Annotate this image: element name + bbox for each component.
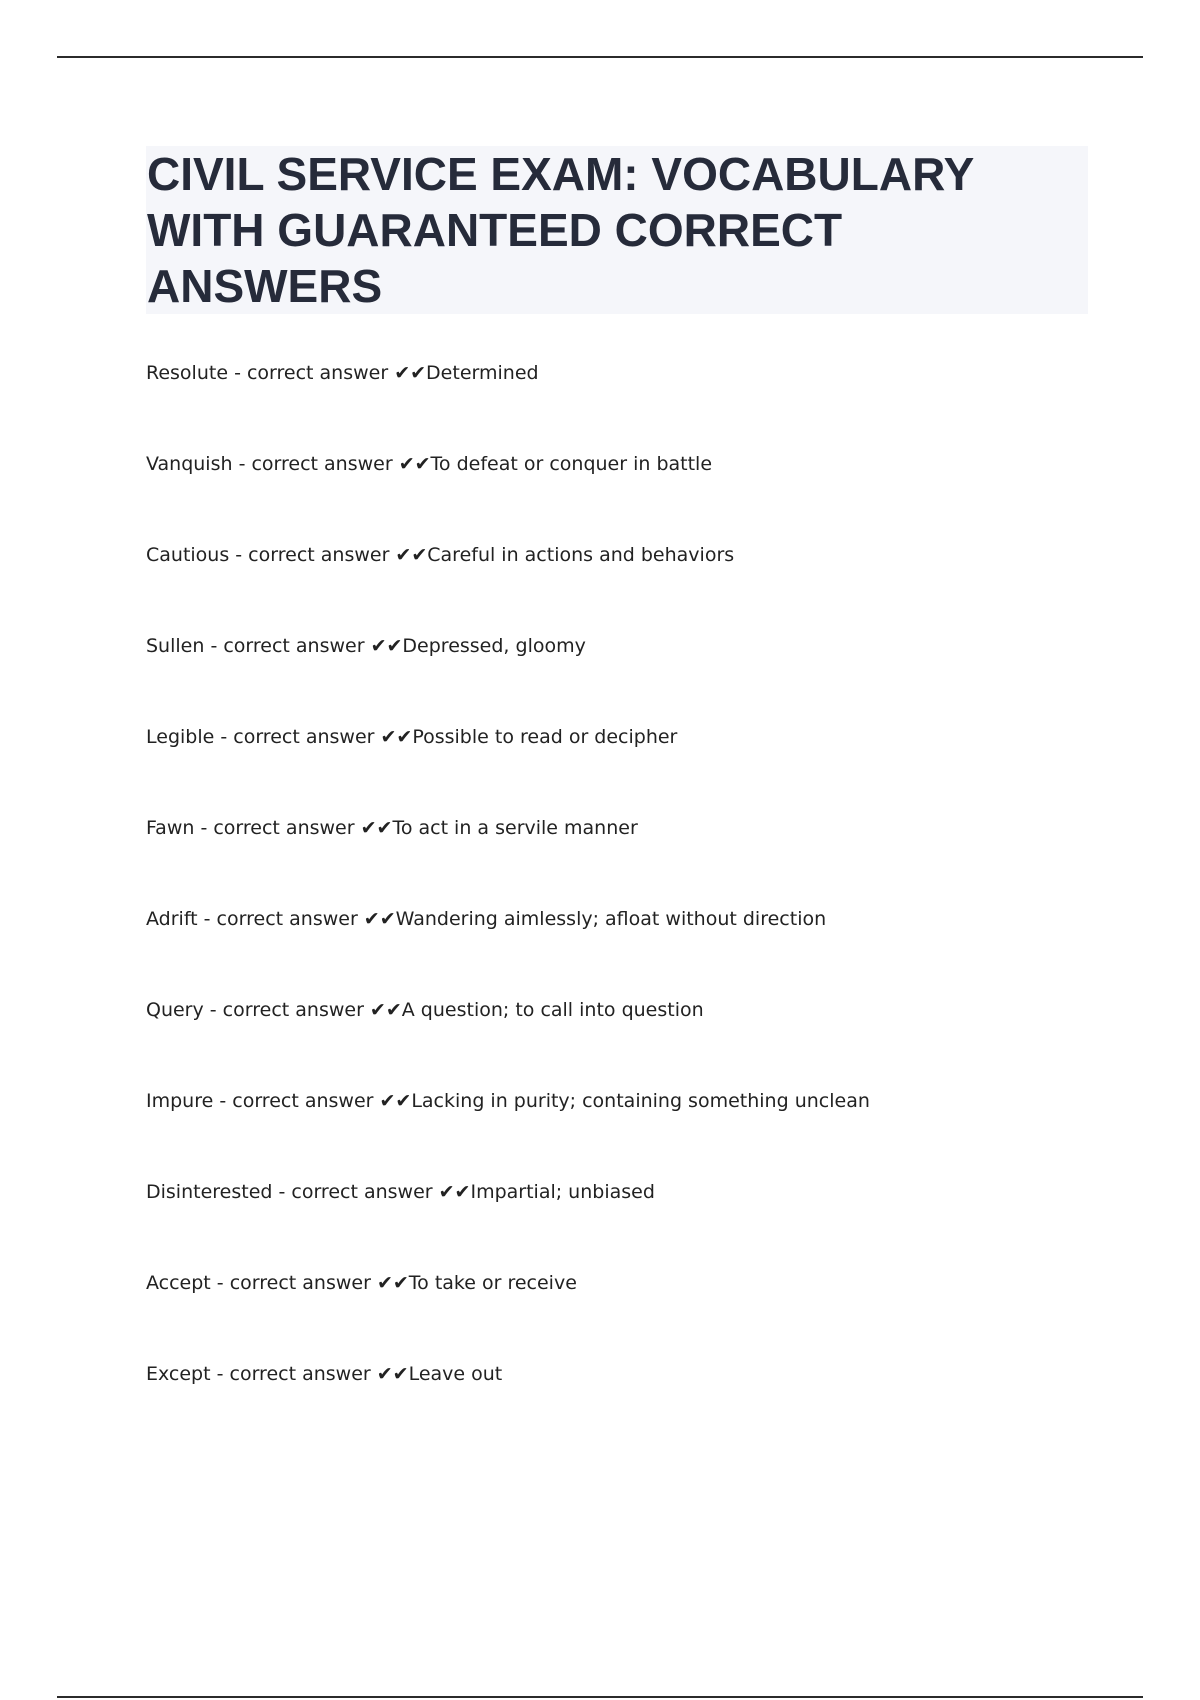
answer-separator: - correct answer <box>210 1363 377 1385</box>
list-item <box>146 1086 1086 1177</box>
vocab-term: Sullen <box>146 635 205 657</box>
list-item <box>146 904 1086 995</box>
answer-separator: - correct answer <box>229 544 396 566</box>
vocab-definition: To act in a servile manner <box>392 817 638 839</box>
list-item <box>146 1177 1086 1268</box>
title-block <box>146 146 1088 314</box>
vocab-definition: Wandering aimlessly; afloat without direction <box>395 908 827 930</box>
answer-separator: - correct answer <box>197 908 364 930</box>
double-check-icon: ✔✔ <box>376 1363 409 1385</box>
answer-separator: - correct answer <box>210 1272 377 1294</box>
double-check-icon: ✔✔ <box>380 726 413 748</box>
double-check-icon: ✔✔ <box>363 908 396 930</box>
double-check-icon: ✔✔ <box>394 362 427 384</box>
vocab-definition: To take or receive <box>408 1272 577 1294</box>
bottom-divider <box>57 1696 1143 1698</box>
vocab-term: Fawn <box>146 817 195 839</box>
vocab-term: Impure <box>146 1090 214 1112</box>
vocab-term: Vanquish <box>146 453 233 475</box>
answer-separator: - correct answer <box>203 999 370 1021</box>
vocab-term: Adrift <box>146 908 198 930</box>
vocab-definition: A question; to call into question <box>401 999 704 1021</box>
answer-separator: - correct answer <box>214 726 381 748</box>
list-item <box>146 358 1086 449</box>
vocab-definition: Determined <box>426 362 539 384</box>
vocab-definition: Depressed, gloomy <box>402 635 586 657</box>
double-check-icon: ✔✔ <box>370 635 403 657</box>
vocab-definition: Careful in actions and behaviors <box>427 544 735 566</box>
vocab-term: Resolute <box>146 362 229 384</box>
list-item <box>146 995 1086 1086</box>
vocab-term: Legible <box>146 726 215 748</box>
list-item <box>146 1359 1086 1450</box>
list-item <box>146 540 1086 631</box>
double-check-icon: ✔✔ <box>395 544 428 566</box>
list-item <box>146 722 1086 813</box>
vocab-definition: Lacking in purity; containing something unclean <box>411 1090 870 1112</box>
vocab-definition: To defeat or conquer in battle <box>430 453 713 475</box>
answer-separator: - correct answer <box>194 817 361 839</box>
double-check-icon: ✔✔ <box>360 817 393 839</box>
vocab-term: Except <box>146 1363 211 1385</box>
vocab-term: Accept <box>146 1272 211 1294</box>
list-item <box>146 1268 1086 1359</box>
double-check-icon: ✔✔ <box>369 999 402 1021</box>
answer-separator: - correct answer <box>232 453 399 475</box>
vocabulary-list <box>146 358 1086 1450</box>
vocab-term: Disinterested <box>146 1181 273 1203</box>
vocab-term: Query <box>146 999 204 1021</box>
answer-separator: - correct answer <box>272 1181 439 1203</box>
answer-separator: - correct answer <box>213 1090 380 1112</box>
double-check-icon: ✔✔ <box>438 1181 471 1203</box>
vocab-definition: Impartial; unbiased <box>470 1181 655 1203</box>
list-item <box>146 813 1086 904</box>
answer-separator: - correct answer <box>228 362 395 384</box>
document-title: CIVIL SERVICE EXAM: VOCABULARY WITH GUARANTEED CORRECT ANSWERS <box>147 148 974 312</box>
double-check-icon: ✔✔ <box>398 453 431 475</box>
top-divider <box>57 56 1143 58</box>
double-check-icon: ✔✔ <box>379 1090 412 1112</box>
answer-separator: - correct answer <box>204 635 371 657</box>
list-item <box>146 449 1086 540</box>
vocab-definition: Possible to read or decipher <box>412 726 678 748</box>
vocab-term: Cautious <box>146 544 230 566</box>
vocab-definition: Leave out <box>408 1363 503 1385</box>
list-item <box>146 631 1086 722</box>
double-check-icon: ✔✔ <box>376 1272 409 1294</box>
